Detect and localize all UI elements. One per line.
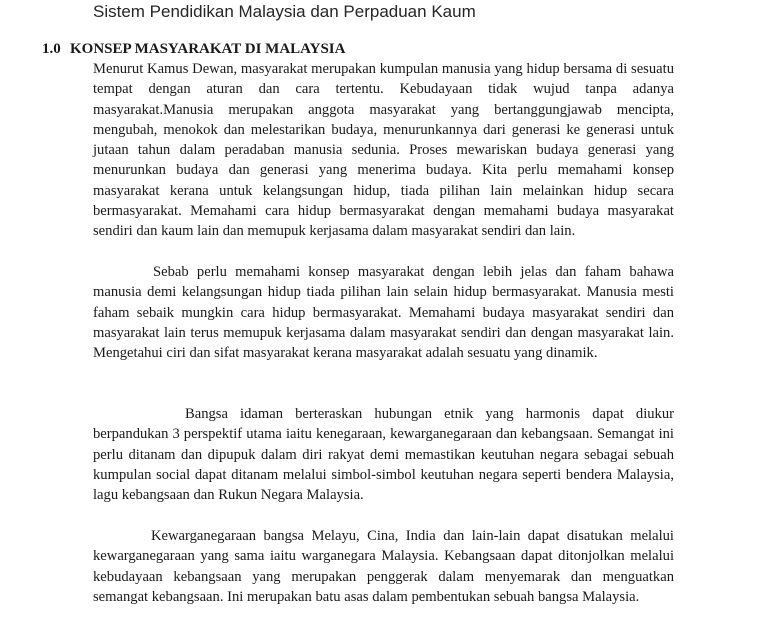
page-header-title: Sistem Pendidikan Malaysia dan Perpaduan Kaum bbox=[93, 2, 476, 21]
paragraph-4: Kewarganegaraan bangsa Melayu, Cina, India dan lain-lain dapat disatukan melalui kewarganegaraan yang sama iaitu warganegara Malaysia. Kebangsaan dapat ditonjolkan melalui kebudayaan kebangsaan yang merupakan penggerak dalam menyemarak dan menguatkan semangat kebangsaan. Ini merupakan batu asas dalam pembentukan sebuah bangsa Malaysia. bbox=[93, 528, 674, 605]
paragraph-1: Menurut Kamus Dewan, masyarakat merupakan kumpulan manusia yang hidup bersama di sesuatu tempat dengan aturan dan cara tertentu. Kebudayaan tidak wujud tanpa adanya masyarakat.Manusia merupakan anggota masyarakat yang bertanggungjawab mencipta, mengubah, menokok dan melestarikan budaya, menurunkannya dari generasi ke generasi untuk jutaan tahun dalam peradaban manusia sedunia. Proses mewariskan budaya generasi yang menurunkan budaya dan generasi yang menerima budaya. Kita perlu memahami konsep masyarakat kerana untuk kelangsungan hidup, tiada pilihan lain melainkan hidup secara bermasyarakat. Memahami cara hidup bermasyarakat dengan memahami budaya masyarakat sendiri dan kaum lain dan memupuk kerjasama dalam masyarakat sendiri dan lain. bbox=[93, 61, 674, 240]
section-heading bbox=[42, 39, 345, 59]
section-title: KONSEP MASYARAKAT DI MALAYSIA bbox=[70, 41, 346, 57]
paragraph-3: Bangsa idaman berteraskan hubungan etnik yang harmonis dapat diukur berpandukan 3 perspektif utama iaitu kenegaraan, kewarganegaraan dan kebangsaan. Semangat ini perlu ditanam dan dipupuk dalam diri rakyat demi memastikan keutuhan negara sebagai sebuah kumpulan social dapat ditanam melalui simbol-simbol keutuhan negara seperti bendera Malaysia, lagu kebangsaan dan Rukun Negara Malaysia. bbox=[93, 406, 674, 504]
paragraph-2: Sebab perlu memahami konsep masyarakat dengan lebih jelas dan faham bahawa manusia demi kelangsungan hidup tiada pilihan lain selain hidup bermasyarakat. Manusia mesti faham sebaik mungkin cara hidup bermasyarakat. Memahami budaya masyarakat sendiri dan masyarakat lain terus memupuk kerjasama dalam masyarakat sendiri dan dengan masyarakat lain. Mengetahui ciri dan sifat masyarakat kerana masyarakat adalah sesuatu yang dinamik. bbox=[93, 264, 674, 362]
section-number: 1.0 bbox=[42, 41, 61, 57]
